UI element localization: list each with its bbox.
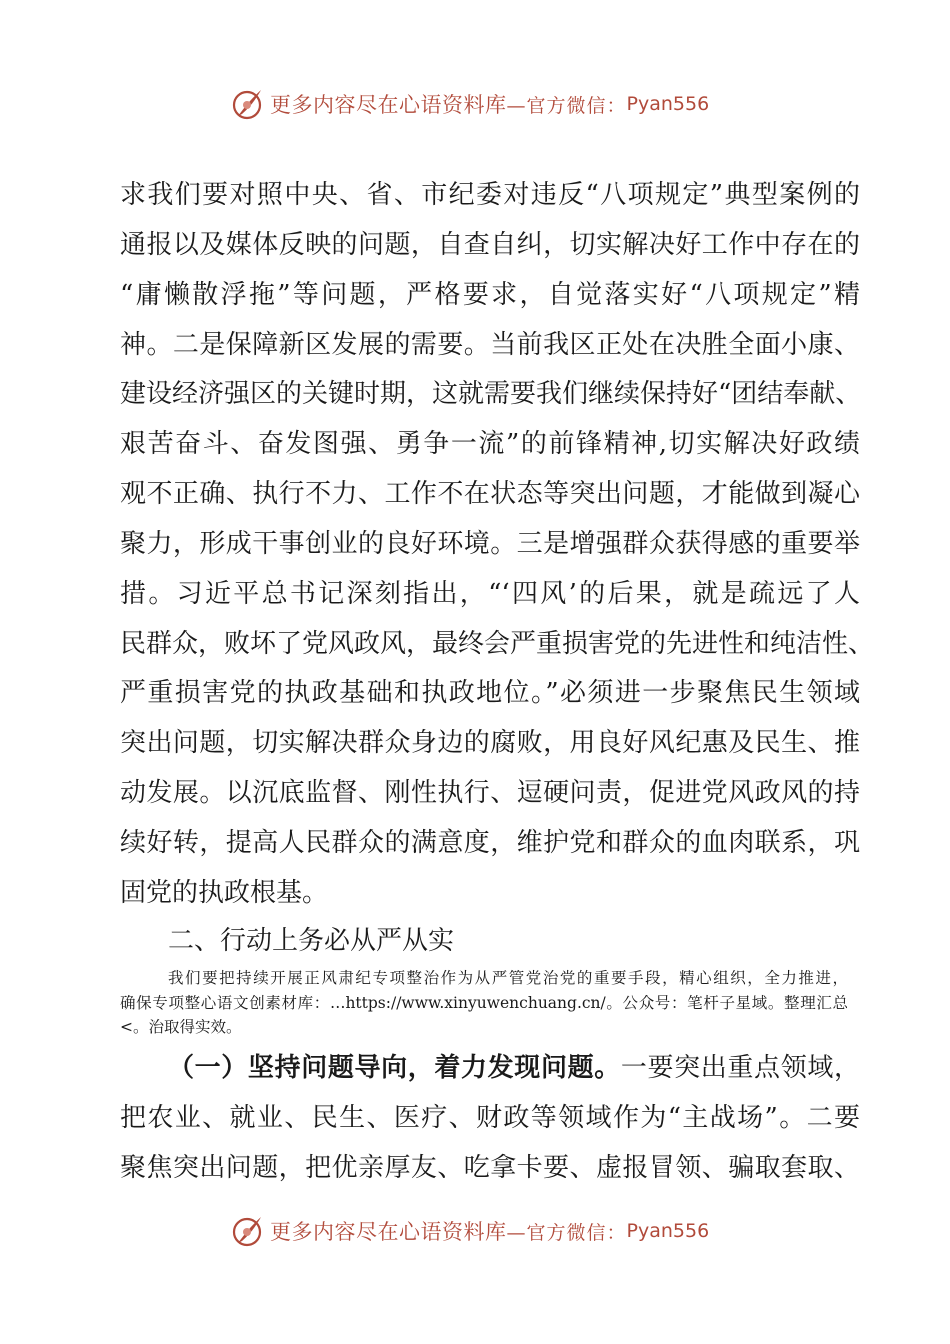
- body-line: 把农业、就业、民生、医疗、财政等领域作为“主战场”。二要: [120, 1103, 860, 1133]
- body-line: 聚力，形成干事创业的良好环境。三是增强群众获得感的重要举: [120, 529, 860, 559]
- subsection-title: （一）坚持问题导向，着力发现问题。: [168, 1053, 621, 1083]
- body-line: “庸懒散浮拖”等问题，严格要求，自觉落实好“八项规定”精: [120, 280, 860, 310]
- body-line: 聚焦突出问题，把优亲厚友、吃拿卡要、虚报冒领、骗取套取、: [120, 1153, 860, 1183]
- watermark-brand: 更多内容尽在心语资料库: [270, 93, 507, 117]
- body-line: 动发展。以沉底监督、刚性执行、逗硬问责，促进党风政风的持: [120, 778, 860, 808]
- body-line: 神。二是保障新区发展的需要。当前我区正处在决胜全面小康、: [120, 330, 860, 360]
- small-text-line: <。治取得实效。: [120, 1018, 242, 1036]
- body-line: 措。习近平总书记深刻指出，“‘四风’的后果，就是疏远了人: [120, 579, 860, 609]
- footer-watermark: [230, 1211, 709, 1251]
- body-line: 民群众，败坏了党风政风，最终会严重损害党的先进性和纯洁性、: [120, 629, 875, 659]
- body-line: 通报以及媒体反映的问题，自查自纠，切实解决好工作中存在的: [120, 230, 860, 260]
- quill-circle-logo-icon: [230, 86, 266, 122]
- small-text-line: 确保专项整心语文创素材库：…https://www.xinyuwenchuang.cn/。公众号：笔杆子星域。整理汇总: [120, 994, 848, 1012]
- watermark-wechat-id: Pyan556: [626, 93, 710, 115]
- subsection-text: 一要突出重点领域，: [620, 1053, 860, 1083]
- watermark-wechat-id: Pyan556: [626, 1220, 710, 1242]
- watermark-brand: 更多内容尽在心语资料库: [270, 1220, 507, 1244]
- body-line: 续好转，提高人民群众的满意度，维护党和群众的血肉联系，巩: [120, 828, 860, 858]
- header-watermark: [230, 84, 709, 124]
- small-text-line: 我们要把持续开展正风肃纪专项整治作为从严管党治党的重要手段，精心组织，全力推进，: [168, 969, 848, 987]
- body-line: 固党的执政根基。: [120, 878, 329, 908]
- quill-circle-logo-icon: [230, 1213, 266, 1249]
- subsection-first-line: [168, 1051, 860, 1085]
- watermark-label: —官方微信：: [506, 1221, 627, 1244]
- body-line: 突出问题，切实解决群众身边的腐败，用良好风纪惠及民生、推: [120, 728, 860, 758]
- body-line: 建设经济强区的关键时期，这就需要我们继续保持好“团结奉献、: [120, 379, 862, 409]
- body-line: 严重损害党的执政基础和执政地位。”必须进一步聚焦民生领域: [120, 678, 860, 708]
- watermark-label: —官方微信：: [506, 94, 627, 117]
- section-heading: 二、行动上务必从严从实: [168, 926, 455, 956]
- body-line: 求我们要对照中央、省、市纪委对违反“八项规定”典型案例的: [120, 180, 860, 210]
- body-line: 艰苦奋斗、奋发图强、勇争一流”的前锋精神,切实解决好政绩: [120, 429, 860, 459]
- body-line: 观不正确、执行不力、工作不在状态等突出问题，才能做到凝心: [120, 479, 860, 509]
